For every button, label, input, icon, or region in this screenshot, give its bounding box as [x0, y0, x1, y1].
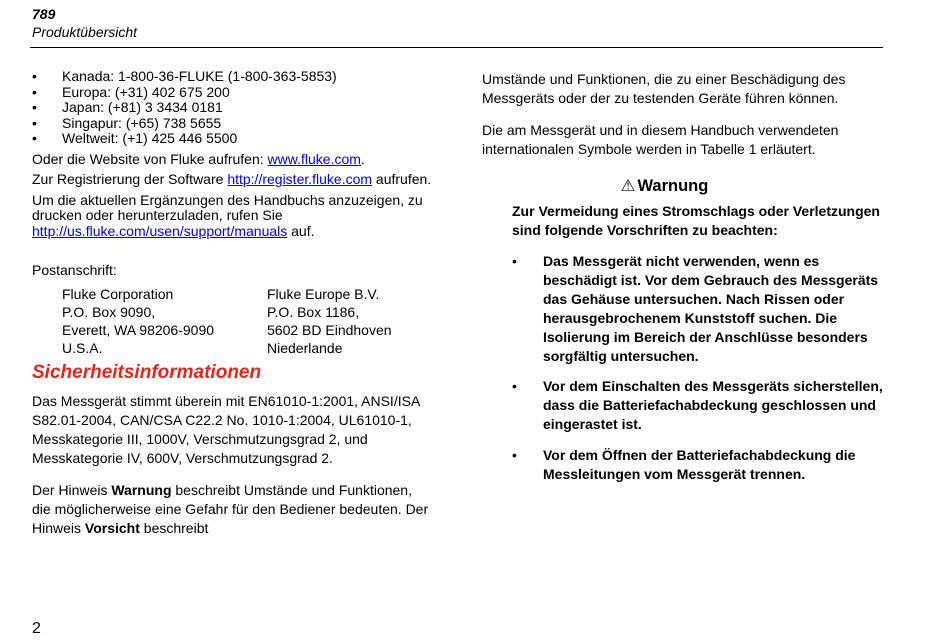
list-item: • Kanada: 1-800-36-FLUKE (1-800-363-5853): [32, 68, 337, 84]
address-us-line: U.S.A.: [62, 339, 103, 356]
warning-block: [482, 202, 887, 484]
warning-heading: [482, 177, 887, 196]
address-eu-line: Fluke Europe B.V.: [267, 285, 380, 302]
standards-paragraph: Das Messgerät stimmt überein mit EN61010-1:2001, ANSI/ISA S82.01-2004, CAN/CSA C22.2 No. 1010-1:2004, UL61010-1, Messkategorie III, 1000V, Verschmutzungsgrad 2, und Messkategorie IV, 600V, Verschmutzungsgrad 2.: [32, 393, 420, 466]
address-block: [32, 285, 432, 357]
warning-title: Warnung: [637, 177, 709, 195]
section-title: Sicherheitsinformationen: [32, 361, 262, 383]
bullet-icon: •: [512, 378, 517, 394]
address-eu-line: Niederlande: [267, 339, 343, 356]
contact-list: [32, 69, 432, 147]
warning-intro: Zur Vermeidung eines Stromschlags oder Verletzungen sind folgende Vorschriften zu beachten:: [512, 203, 880, 238]
right-column: [482, 70, 887, 484]
damage-paragraph: Umstände und Funktionen, die zu einer Beschädigung des Messgeräts oder der zu testenden Geräte führen können.: [482, 71, 846, 106]
bullet-icon: •: [512, 253, 517, 269]
manuals-paragraph: Um die aktuellen Ergänzungen des Handbuchs anzuzeigen, zu drucken oder herunterzuladen, rufen Sie http://us.fluke.com/usen/support/manuals auf.: [32, 191, 423, 239]
list-item: • Vor dem Öffnen der Batteriefachabdeckung die Messleitungen vom Messgerät trennen.: [512, 447, 856, 482]
bullet-icon: •: [32, 99, 37, 115]
bullet-icon: •: [32, 68, 37, 84]
list-item: • Europa: (+31) 402 675 200: [32, 83, 230, 100]
bullet-icon: •: [32, 130, 37, 146]
warning-list: [512, 252, 887, 484]
fluke-website-link[interactable]: www.fluke.com: [267, 150, 361, 167]
bullet-icon: •: [32, 114, 37, 131]
header-divider: [30, 47, 883, 48]
list-item: • Weltweit: (+1) 425 446 5500: [32, 130, 238, 146]
list-item: • Das Messgerät nicht verwenden, wenn es beschädigt ist. Vor dem Gebrauch des Messgeräts das Gehäuse untersuchen. Nach Rissen oder herausgebrochenem Kunststoff suchen. Die Isolierung im Bereich der Anschlüsse besonders sorgfältig untersuchen.: [512, 253, 879, 364]
postal-label: Postanschrift:: [32, 262, 117, 278]
page-number: 2: [32, 620, 41, 637]
hint-paragraph: Der Hinweis Warnung beschreibt Umstände und Funktionen, die möglicherweise eine Gefahr für den Bediener bedeuten. Der Hinweis Vorsicht beschreibt: [32, 482, 429, 536]
page-header-section: Produktübersicht: [32, 24, 138, 40]
registration-paragraph: Zur Registrierung der Software http://register.fluke.com aufrufen.: [32, 171, 432, 187]
bullet-icon: •: [32, 83, 37, 100]
symbols-paragraph: Die am Messgerät und in diesem Handbuch verwendeten internationalen Symbole werden in Tabelle 1 erläutert.: [482, 122, 839, 157]
left-column: [32, 69, 432, 538]
list-item: • Vor dem Einschalten des Messgeräts sicherstellen, dass die Batteriefachabdeckung geschlossen und eingerastet ist.: [512, 378, 883, 432]
address-eu-line: P.O. Box 1186,: [267, 303, 360, 320]
list-item: • Japan: (+81) 3 3434 0181: [32, 99, 223, 115]
list-item: • Singapur: (+65) 738 5655: [32, 114, 222, 131]
register-link[interactable]: http://register.fluke.com: [227, 171, 373, 187]
warning-triangle-icon: ⚠: [620, 177, 636, 195]
address-us-line: P.O. Box 9090,: [62, 303, 156, 320]
address-us-line: Fluke Corporation: [62, 285, 174, 302]
manuals-link[interactable]: http://us.fluke.com/usen/support/manuals: [32, 222, 288, 239]
address-us-line: Everett, WA 98206-9090: [62, 321, 215, 338]
website-paragraph: Oder die Website von Fluke aufrufen: www.fluke.com.: [32, 150, 365, 167]
address-eu-line: 5602 BD Eindhoven: [267, 321, 392, 338]
bullet-icon: •: [512, 447, 517, 463]
page-header-number: 789: [32, 6, 56, 22]
